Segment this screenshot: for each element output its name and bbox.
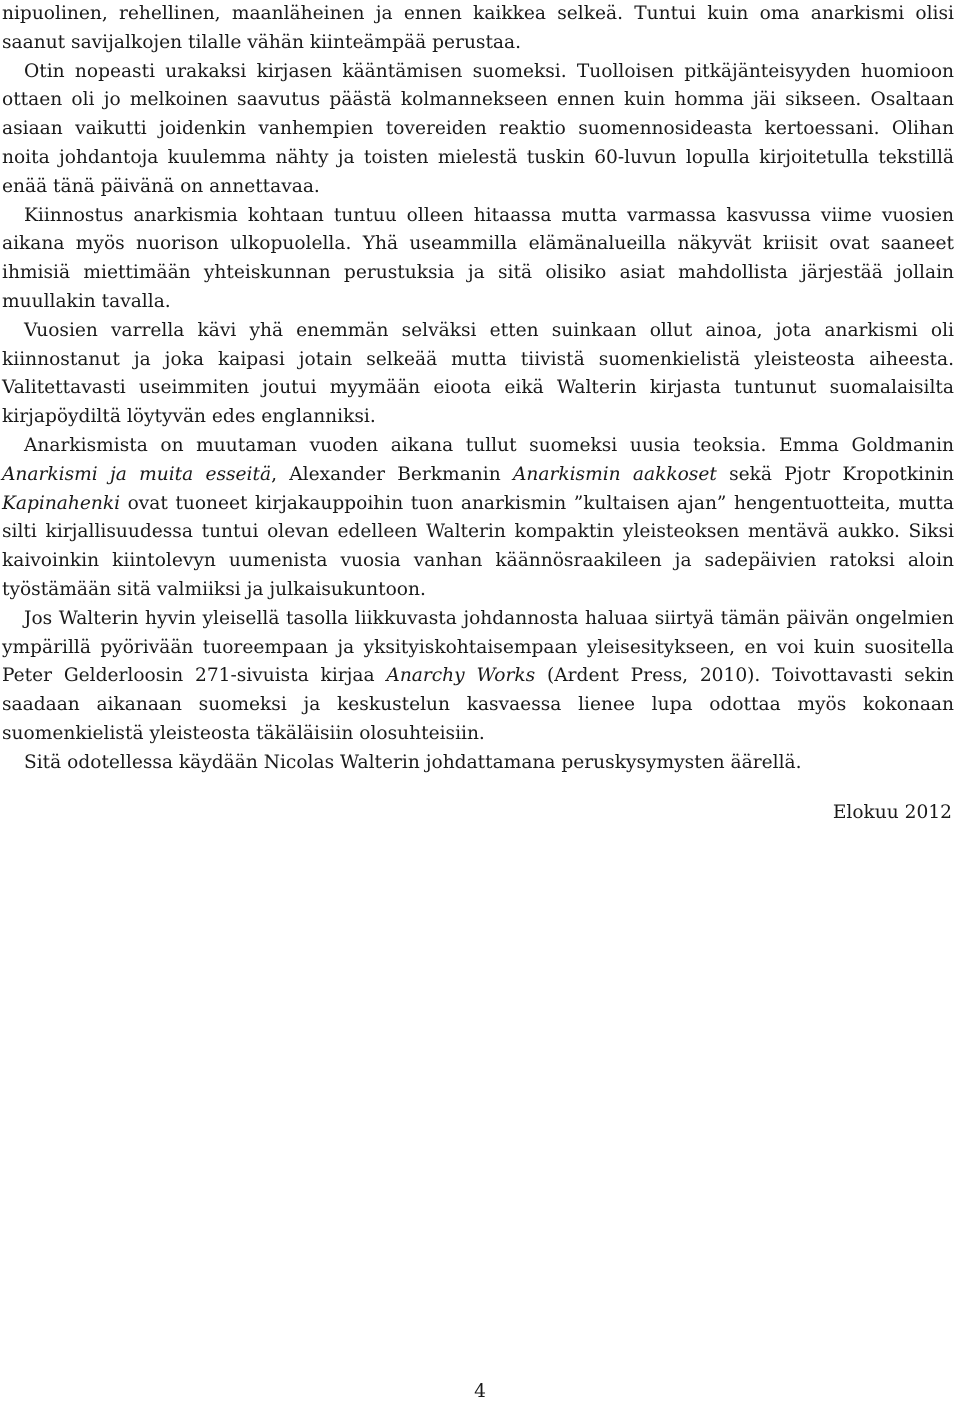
- text-segment: sekä Pjotr Kropotkinin: [716, 463, 955, 485]
- text-segment: Vuosien varrella kävi yhä enemmän selväksi etten suinkaan ollut ainoa, jota anarkismi oli kiinnostanut ja joka kaipasi jotain selkeää mutta tiivistä suomenkielistä yleisteosta aiheesta. Valitettavasti useimmiten joutui myymään eioota eikä Walterin kirjasta tuntunut suomalaisilta kirjapöydiltä löytyvän edes englanniksi.: [2, 319, 954, 428]
- paragraph: [2, 58, 954, 202]
- book-title: Anarkismi ja muita esseitä: [2, 463, 272, 485]
- paragraph: [2, 317, 954, 432]
- date-signature: Elokuu 2012: [832, 802, 952, 823]
- book-title: Anarchy Works: [386, 665, 536, 687]
- text-segment: Otin nopeasti urakaksi kirjasen kääntämisen suomeksi. Tuolloisen pitkäjänteisyyden huomioon ottaen oli jo melkoinen saavutus päästä kolmannekseen ennen kuin homma jäi sikseen. Osaltaan asiaan vaikutti joidenkin vanhempien tovereiden reaktio suomennosideasta kertoessani. Olihan noita johdantoja kuulemma nähty ja toisten mielestä tuskin 60-luvun lopulla kirjoitetulla tekstillä enää tänä päivänä on annettavaa.: [2, 60, 954, 197]
- text-segment: Sitä odotellessa käydään Nicolas Walterin johdattamana peruskysymysten äärellä.: [24, 751, 802, 773]
- text-segment: Jos Walterin hyvin yleisellä tasolla liikkuvasta johdannosta haluaa siirtyä tämän päivän ongelmien ympärillä pyörivään tuoreempaan ja yksityiskohtaisempaan yleisesitykseen, en voi kuin suositella Peter Gelderloosin 271-sivuista kirjaa: [2, 607, 954, 687]
- text-segment: , Alexander Berkmanin: [271, 463, 513, 485]
- body-text: [2, 0, 954, 778]
- paragraph: [2, 432, 954, 605]
- text-segment: Kiinnostus anarkismia kohtaan tuntuu olleen hitaassa mutta varmassa kasvussa viime vuosien aikana myös nuorison ulkopuolella. Yhä useammilla elämänalueilla näkyvät kriisit ovat saaneet ihmisiä miettimään yhteiskunnan perustuksia ja sitä olisiko asiat mahdollista järjestää jollain muullakin tavalla.: [2, 204, 954, 312]
- text-segment: nipuolinen, rehellinen, maanläheinen ja ennen kaikkea selkeä. Tuntui kuin oma anarkismi olisi saanut savijalkojen tilalle vähän kiinteämpää perustaa.: [2, 3, 954, 53]
- paragraph: [2, 202, 954, 317]
- paragraph-continuation: [2, 0, 954, 58]
- text-segment: (Ardent Press, 2010). Toivottavasti sekin saadaan aikanaan suomeksi ja keskustelun kasvaessa lienee lupa odottaa myös kokonaan suomenkielistä yleisteosta täkäläisiin olosuhteisiin.: [2, 665, 954, 744]
- text-segment: Anarkismista on muutaman vuoden aikana tullut suomeksi uusia teoksia. Emma Goldmanin: [24, 434, 954, 456]
- paragraph: [2, 749, 954, 778]
- book-title: Anarkismin aakkoset: [512, 463, 717, 485]
- book-title: Kapinahenki: [2, 492, 121, 514]
- page-number: 4: [474, 1381, 486, 1402]
- text-segment: ovat tuoneet kirjakauppoihin tuon anarkismin ”kultaisen ajan” hengentuotteita, mutta silti kirjallisuudessa tuntui olevan edelleen Walterin kompaktin yleisteoksen mentävä aukko. Siksi kaivoinkin kiintolevyn uumenista vuosia vanhan käännösraakileen ja sadepäivien ratoksi aloin työstämään sitä valmiiksi ja julkaisukuntoon.: [2, 492, 954, 600]
- paragraph: [2, 605, 954, 749]
